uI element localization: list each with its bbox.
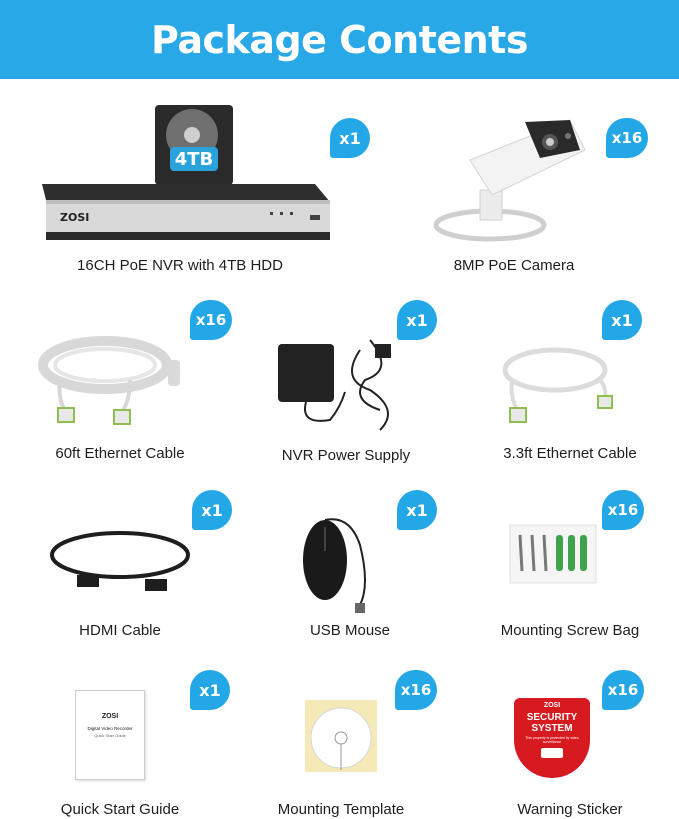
- quantity-badge: x16: [606, 118, 648, 158]
- item-label: Quick Start Guide: [60, 801, 180, 818]
- quantity-badge: x1: [397, 490, 437, 530]
- short-ethernet-cable-image: [490, 340, 640, 450]
- quantity-badge: x1: [397, 300, 437, 340]
- guide-title: Digital Video Recorder: [87, 726, 133, 731]
- item-label: Warning Sticker: [517, 801, 623, 818]
- item-label: 60ft Ethernet Cable: [55, 445, 185, 462]
- guide-booklet: [75, 690, 145, 780]
- item-warning-sticker: [470, 670, 670, 819]
- hdmi-cable-image: [45, 525, 215, 605]
- item-label: USB Mouse: [309, 622, 391, 639]
- quantity-badge: x1: [190, 670, 230, 710]
- guide-brand: ZOSI: [101, 713, 119, 720]
- item-label: HDMI Cable: [79, 622, 161, 639]
- item-mounting-template: [260, 670, 440, 819]
- sticker-line1: SECURITY: [526, 712, 578, 723]
- item-label: Mounting Template: [277, 801, 405, 818]
- item-60ft-ethernet: [30, 300, 230, 470]
- item-screw-bag: [470, 490, 670, 650]
- quantity-badge: x16: [395, 670, 437, 710]
- quantity-badge: x1: [192, 490, 232, 530]
- sticker-brand: ZOSI: [543, 702, 561, 709]
- page-title: Package Contents: [151, 17, 528, 62]
- camera-image: [430, 110, 630, 260]
- quantity-badge: x16: [602, 490, 644, 530]
- item-3-3ft-ethernet: [470, 300, 670, 470]
- item-camera: [420, 100, 660, 280]
- quantity-badge: x1: [602, 300, 642, 340]
- template-image: [305, 700, 385, 780]
- item-label: Mounting Screw Bag: [500, 622, 640, 639]
- sticker-shield: [514, 698, 590, 778]
- mouse-image: [300, 515, 420, 625]
- quantity-badge: x1: [330, 118, 370, 158]
- nvr-brand: ZOSI: [60, 211, 90, 224]
- item-nvr: [30, 100, 361, 280]
- quantity-badge: x16: [602, 670, 644, 710]
- item-hdmi-cable: [30, 490, 240, 650]
- power-supply-image: [270, 330, 430, 440]
- header-banner: [0, 0, 679, 79]
- hdd-capacity-text: 4TB: [174, 149, 214, 170]
- item-label: 16CH PoE NVR with 4TB HDD: [77, 257, 283, 274]
- screw-bag-image: [510, 525, 600, 605]
- item-usb-mouse: [260, 490, 440, 650]
- ethernet-cable-image: [30, 330, 210, 440]
- sticker-line2: SYSTEM: [531, 723, 573, 734]
- camera-icon: [541, 748, 563, 758]
- item-label: NVR Power Supply: [281, 447, 411, 464]
- quantity-badge: x16: [190, 300, 232, 340]
- item-label: 3.3ft Ethernet Cable: [503, 445, 637, 462]
- item-label: 8MP PoE Camera: [453, 257, 575, 274]
- item-quick-start-guide: [30, 670, 240, 819]
- item-power-supply: [260, 300, 440, 470]
- sticker-small-text: This property is protected by video surveillance: [525, 736, 579, 745]
- guide-subtitle: Quick Start Guide: [94, 733, 126, 738]
- nvr-image: [30, 100, 350, 250]
